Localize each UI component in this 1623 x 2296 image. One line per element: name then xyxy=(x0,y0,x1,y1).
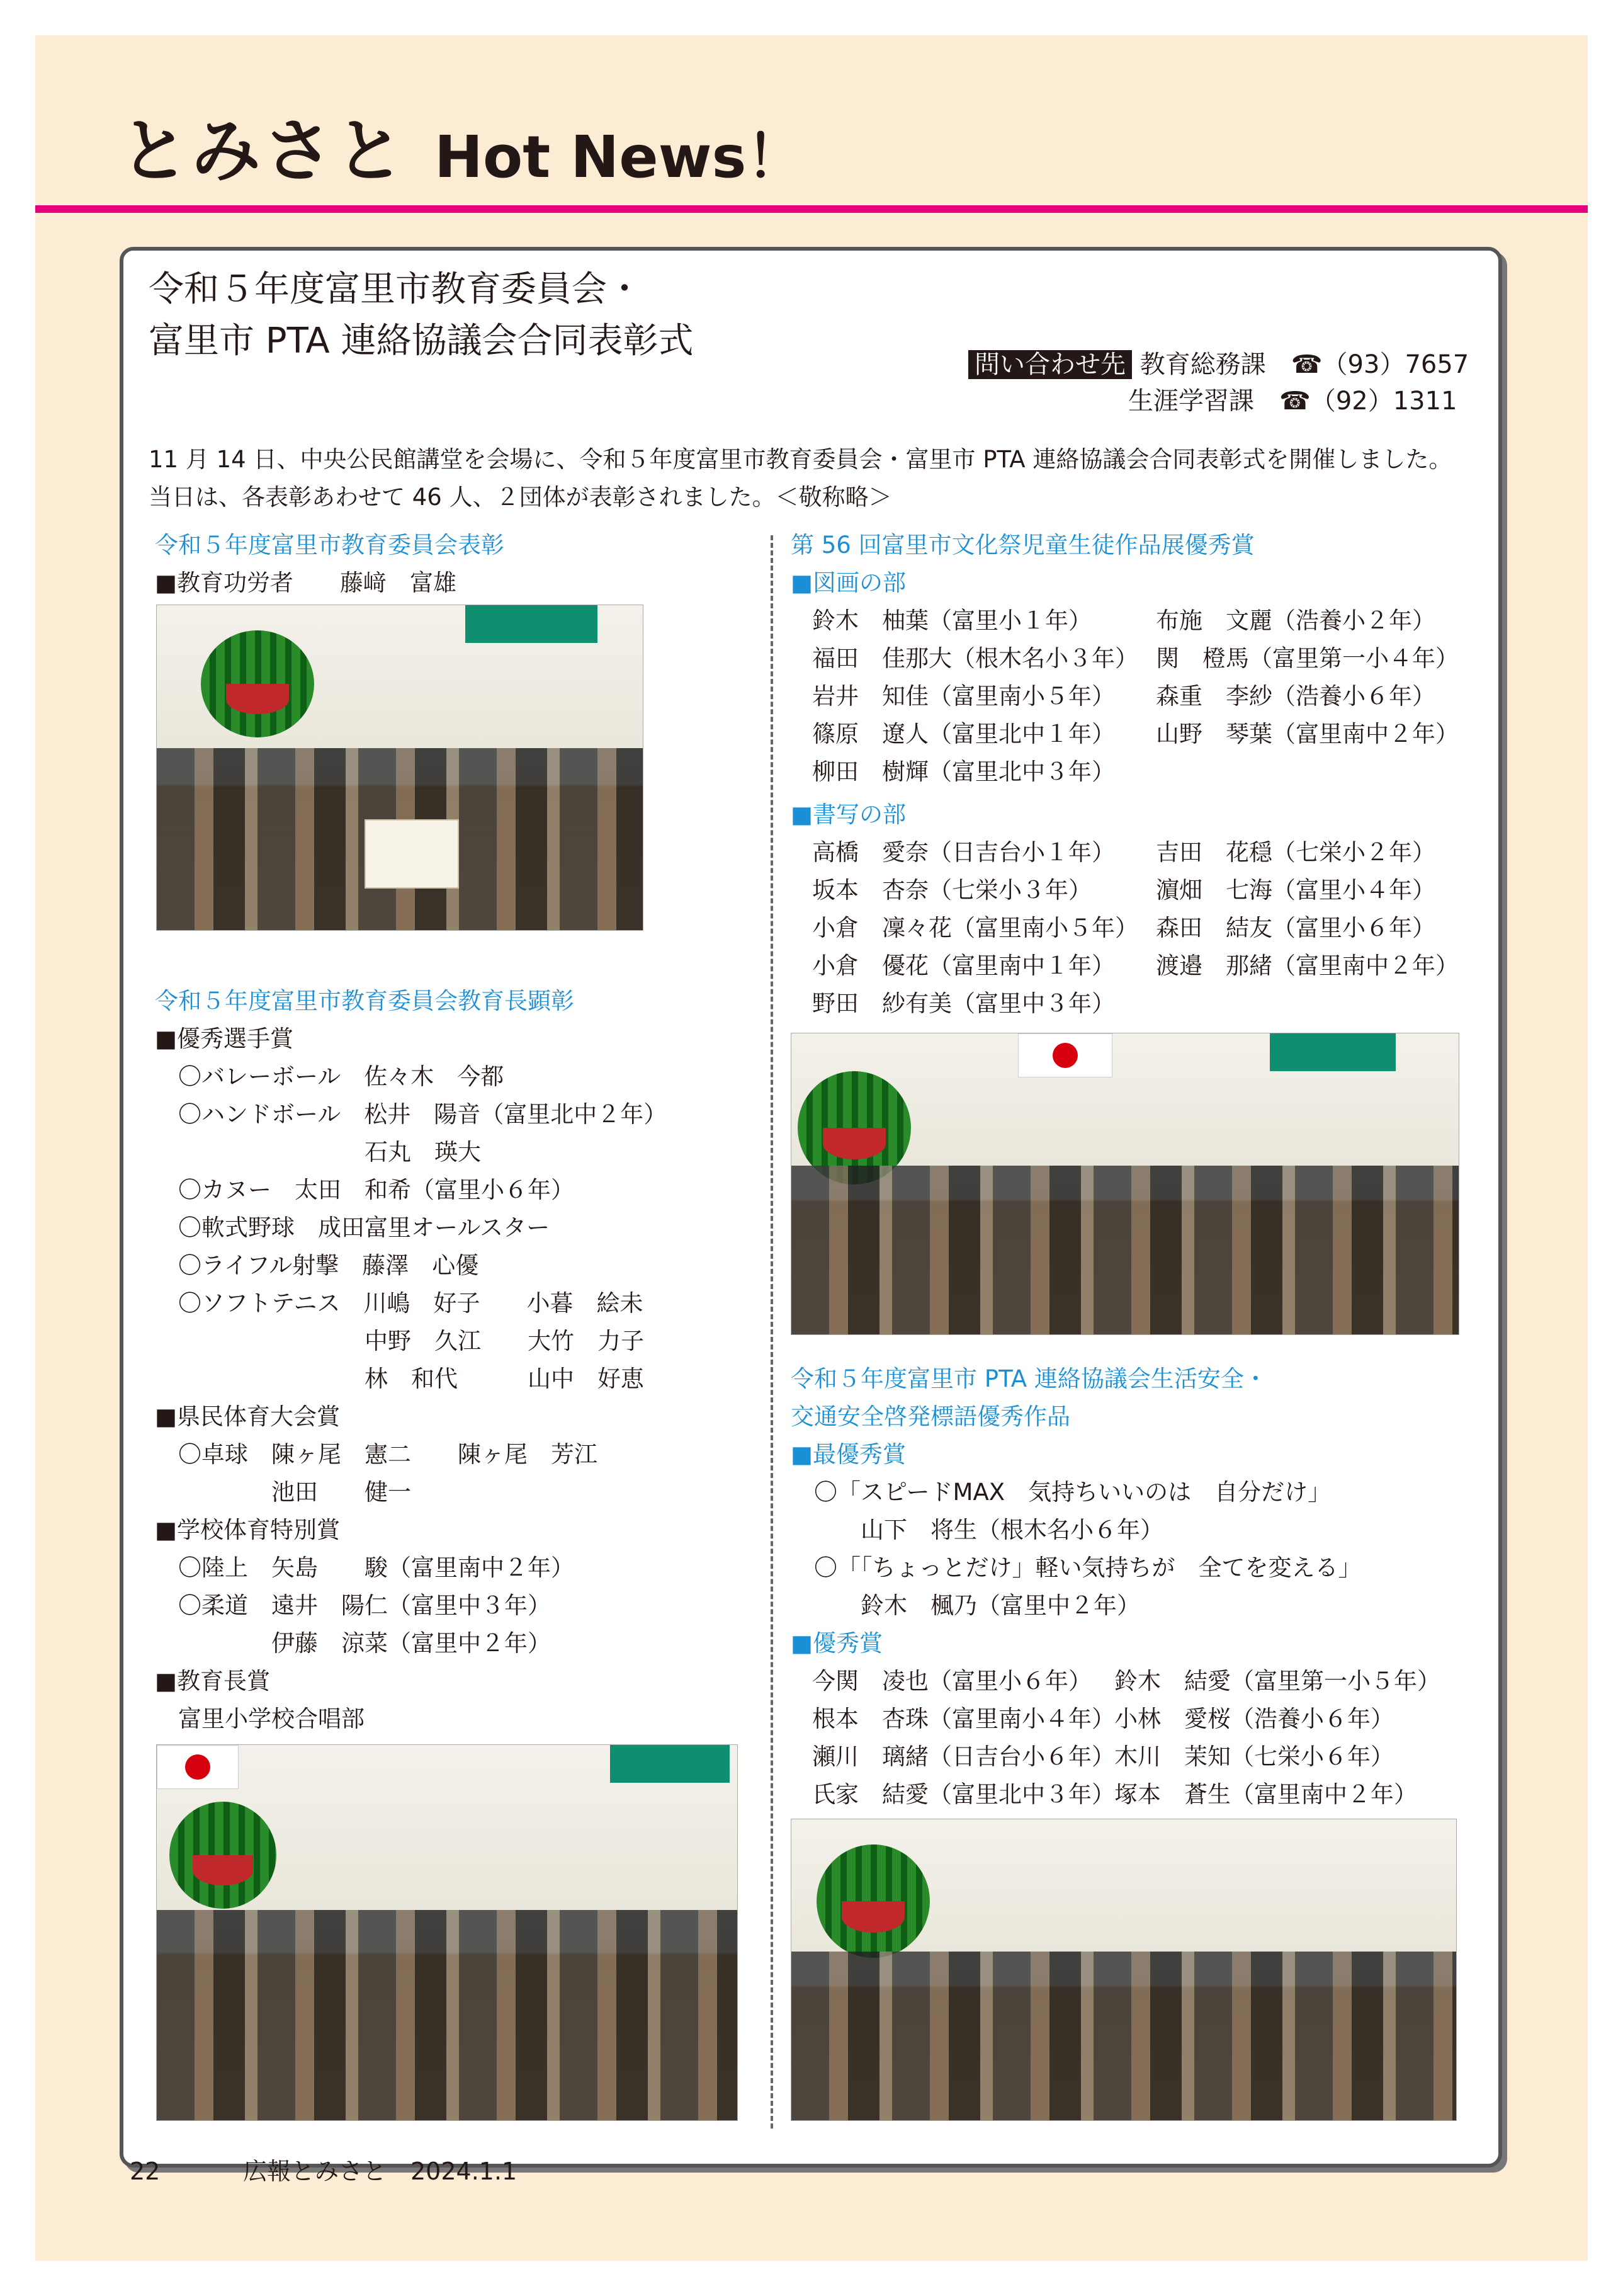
best-award-heading: ■最優秀賞 xyxy=(791,1441,906,1468)
list-item: 鈴木 楓乃（富里中２年） xyxy=(791,1592,1140,1619)
list-item: 富里小学校合唱部 xyxy=(155,1705,365,1732)
list-item: 〇カヌー 太田 和希（富里小６年） xyxy=(155,1176,574,1203)
photo-exhibition-award xyxy=(791,1033,1459,1335)
contact-phone2: ☎（92）1311 xyxy=(1279,387,1457,416)
list-item: 〇ハンドボール 松井 陽音（富里北中２年） xyxy=(155,1101,667,1128)
list-item: 林 和代 山中 好恵 xyxy=(155,1365,644,1392)
list-item: 高橋 愛奈（日吉台小１年） xyxy=(812,839,1115,866)
column-divider xyxy=(771,535,773,2128)
contact-dept2: 生涯学習課 xyxy=(1128,387,1254,416)
list-item: 〇バレーボール 佐々木 今都 xyxy=(155,1063,504,1090)
list-item: ■県民体育大会賞 xyxy=(155,1403,340,1430)
list-item: 森重 李紗（浩養小６年） xyxy=(1156,683,1435,710)
list-item: 木川 茉知（七栄小６年） xyxy=(1114,1743,1394,1770)
photo-board-award xyxy=(156,605,643,931)
list-item: 池田 健一 xyxy=(155,1479,411,1506)
drawing-heading: ■図画の部 xyxy=(791,569,906,596)
list-item: 吉田 花穏（七栄小２年） xyxy=(1156,839,1435,866)
list-item: 〇柔道 遠井 陽仁（富里中３年） xyxy=(155,1592,551,1619)
photo-superintendent-award xyxy=(156,1744,738,2121)
header-subtitle: Hot News！ xyxy=(434,123,805,191)
list-item: 塚本 蒼生（富里南中２年） xyxy=(1114,1781,1417,1808)
mascot-image xyxy=(201,630,314,737)
list-item: 福田 佳那大（根木名小３年） xyxy=(812,645,1138,672)
mascot-image xyxy=(817,1844,930,1958)
list-item: 〇「スピードMAX 気持ちいいのは 自分だけ」 xyxy=(791,1479,1332,1506)
mascot-image xyxy=(169,1802,276,1909)
header-rule xyxy=(35,205,1588,213)
list-item: 〇卓球 陳ヶ尾 憲二 陳ヶ尾 芳江 xyxy=(155,1441,597,1468)
list-item: 柳田 樹輝（富里北中３年） xyxy=(812,758,1115,785)
list-item: 根本 杏珠（富里南小４年） xyxy=(812,1705,1115,1732)
publication-date: 広報とみさと 2024.1.1 xyxy=(243,2157,517,2185)
headline-line1: 令和５年度富里市教育委員会・ xyxy=(149,269,642,310)
list-item: 小倉 優花（富里南中１年） xyxy=(812,952,1115,979)
list-item: ■優秀選手賞 xyxy=(155,1025,293,1052)
photo-pta-award xyxy=(791,1819,1457,2121)
contact-label: 問い合わせ先 xyxy=(968,350,1132,379)
list-item: 野田 紗有美（富里中３年） xyxy=(812,990,1115,1017)
contact-row2 xyxy=(1128,382,1457,421)
education-merit-line: ■教育功労者 藤﨑 富雄 xyxy=(155,569,456,596)
list-item: 関 橙馬（富里第一小４年） xyxy=(1156,645,1459,672)
list-item: 〇陸上 矢島 駿（富里南中２年） xyxy=(155,1554,574,1581)
list-item: 伊藤 涼菜（富里中２年） xyxy=(155,1630,551,1657)
section-title-pta-line2: 交通安全啓発標語優秀作品 xyxy=(791,1403,1070,1430)
writing-heading: ■書写の部 xyxy=(791,801,906,828)
list-item: 森田 結友（富里小６年） xyxy=(1156,914,1435,941)
section-title-board-award: 令和５年度富里市教育委員会表彰 xyxy=(155,531,504,559)
section-title-superintendent: 令和５年度富里市教育委員会教育長顕彰 xyxy=(155,987,574,1014)
contact-dept1: 教育総務課 xyxy=(1139,350,1266,379)
list-item: 〇ソフトテニス 川嶋 好子 小暮 絵未 xyxy=(155,1290,643,1317)
list-item: 山野 琴葉（富里南中２年） xyxy=(1156,720,1459,747)
headline-line2: 富里市 PTA 連絡協議会合同表彰式 xyxy=(149,321,694,361)
list-item: 〇ライフル射撃 藤澤 心優 xyxy=(155,1252,479,1279)
list-item: 鈴木 結愛（富里第一小５年） xyxy=(1114,1668,1440,1695)
list-item: 小倉 凜々花（富里南小５年） xyxy=(812,914,1138,941)
excellent-award-heading: ■優秀賞 xyxy=(791,1630,883,1657)
contact-row1 xyxy=(968,345,1469,384)
intro-line1: 11 月 14 日、中央公民館講堂を会場に、令和５年度富里市教育委員会・富里市 PTA 連絡協議会合同表彰式を開催しました。 xyxy=(149,446,1452,473)
list-item: 鈴木 柚葉（富里小１年） xyxy=(812,607,1092,634)
list-item: 篠原 遼人（富里北中１年） xyxy=(812,720,1115,747)
list-item: 小林 愛桜（浩養小６年） xyxy=(1114,1705,1394,1732)
list-item: 坂本 杏奈（七栄小３年） xyxy=(812,877,1092,904)
list-item: 渡邉 那緒（富里南中２年） xyxy=(1156,952,1459,979)
list-item: 〇「「ちょっとだけ」軽い気持ちが 全てを変える」 xyxy=(791,1554,1362,1581)
list-item: 〇軟式野球 成田富里オールスター xyxy=(155,1214,550,1241)
page-number: 22 xyxy=(130,2157,161,2185)
list-item: ■学校体育特別賞 xyxy=(155,1516,340,1543)
list-item: 氏家 結愛（富里北中３年） xyxy=(812,1781,1115,1808)
list-item: 中野 久江 大竹 力子 xyxy=(155,1327,644,1355)
header-title: とみさと xyxy=(120,111,407,191)
contact-phone1: ☎（93）7657 xyxy=(1291,350,1469,379)
section-title-pta-line1: 令和５年度富里市 PTA 連絡協議会生活安全・ xyxy=(791,1365,1267,1392)
list-item: 岩井 知佳（富里南小５年） xyxy=(812,683,1115,710)
list-item: ■教育長賞 xyxy=(155,1668,270,1695)
list-item: 今関 凌也（富里小６年） xyxy=(812,1668,1092,1695)
list-item: 石丸 瑛大 xyxy=(155,1139,481,1166)
intro-line2: 当日は、各表彰あわせて 46 人、２団体が表彰されました。＜敬称略＞ xyxy=(149,484,892,511)
list-item: 濵畑 七海（富里小４年） xyxy=(1156,877,1435,904)
list-item: 瀬川 璃緒（日吉台小６年） xyxy=(812,1743,1115,1770)
list-item: 山下 将生（根木名小６年） xyxy=(791,1516,1163,1543)
list-item: 布施 文麗（浩養小２年） xyxy=(1156,607,1435,634)
section-title-exhibition: 第 56 回富里市文化祭児童生徒作品展優秀賞 xyxy=(791,531,1255,559)
